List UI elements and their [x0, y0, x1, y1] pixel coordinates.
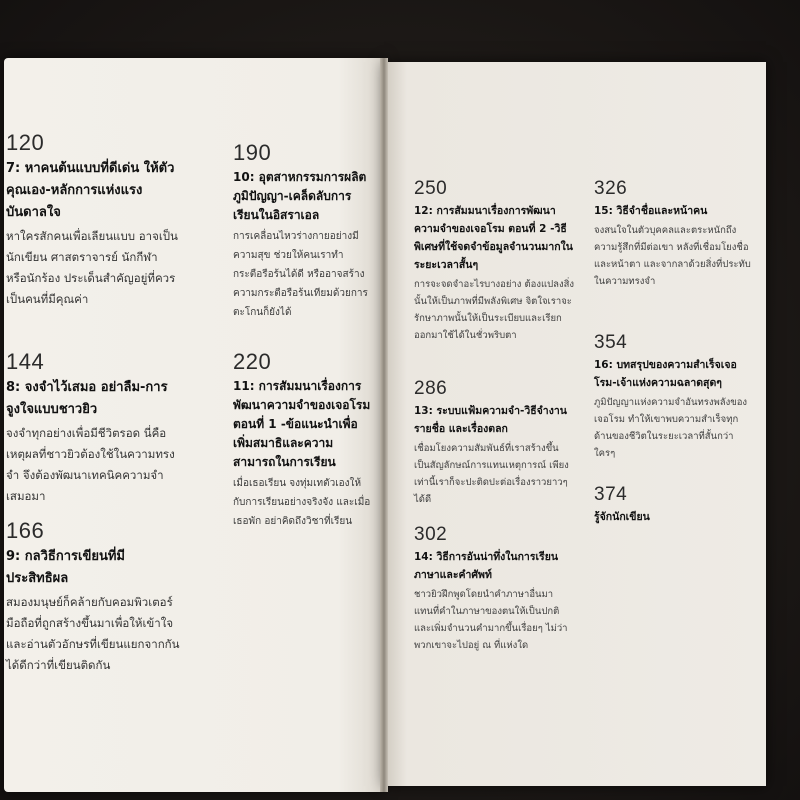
- toc-entry-374: [594, 484, 754, 526]
- toc-entry-190: [233, 140, 373, 322]
- chapter-summary: เชื่อมโยงความสัมพันธ์ที่เราสร้างขึ้นเป็นสัญลักษณ์การแทนเหตุการณ์ เพียงเท่านี้เราก็จะปะติดปะต่อเรื่องราวยาวๆได้ดี: [414, 443, 569, 505]
- toc-entry-286: [414, 378, 574, 508]
- chapter-summary: เมื่อเธอเรียน จงทุ่มเทตัวเองให้กับการเรียนอย่างจริงจัง และเมื่อเธอพัก อย่าคิดถึงวิชาที่เรียน: [233, 478, 371, 527]
- toc-entry-302: [414, 524, 574, 654]
- chapter-title: 14: วิธีการอันน่าทึ่งในการเรียนภาษาและคำศัพท์: [414, 551, 559, 581]
- page-number: 374: [594, 484, 628, 505]
- chapter-title: 16: บทสรุปของความสำเร็จเจอโรม-เจ้าแห่งความฉลาดสุดๆ: [594, 359, 737, 389]
- page-number: 144: [6, 349, 45, 374]
- chapter-summary: จงจำทุกอย่างเพื่อมีชีวิตรอด นี่คือเหตุผลที่ชาวยิวต้องใช้ในความทรงจำ จึงต้องพัฒนาเทคนิคความจำเสมอมา: [6, 426, 175, 503]
- chapter-title: 13: ระบบแฟ้มความจำ-วิธีจำงาน รายชื่อ และเรื่องตลก: [414, 405, 567, 435]
- chapter-summary: สมองมนุษย์ก็คล้ายกับคอมพิวเตอร์มือถือที่ถูกสร้างขึ้นมาเพื่อให้เข้าใจและอ่านตัวอักษรที่เขียนแยกจากกันได้ดีกว่าที่เขียนติดกัน: [6, 595, 180, 672]
- toc-entry-250: [414, 178, 574, 344]
- page-number: 220: [233, 349, 272, 374]
- chapter-title: 12: การสัมมนาเรื่องการพัฒนาความจำของเจอโรม ตอนที่ 2 -วิธีพิเศษที่ใช้จดจำข้อมูลจำนวนมากในระยะเวลาสั้นๆ: [414, 205, 573, 271]
- page-number: 190: [233, 140, 272, 165]
- toc-entry-326: [594, 178, 754, 290]
- chapter-summary: หาใครสักคนเพื่อเลียนแบบ อาจเป็นนักเขียน ศาสตราจารย์ นักกีฬา หรือนักร้อง ประเด็นสำคัญอยู่ที่ควรเป็นคนที่มีคุณค่า: [6, 229, 178, 306]
- chapter-summary: ภูมิปัญญาแห่งความจำอันทรงพลังของเจอโรม ทำให้เขาพบความสำเร็จทุกด้านของชีวิตในระยะเวลาที่สั้นกว่าใครๆ: [594, 397, 748, 459]
- toc-entry-120: [6, 130, 181, 310]
- toc-entry-220: [233, 349, 373, 531]
- page-number: 354: [594, 332, 628, 353]
- chapter-summary: ชาวยิวฝึกพูดโดยนำคำภาษาอื่นมาแทนที่คำในภาษาของตนให้เป็นปกติ และเพิ่มจำนวนคำมากขึ้นเรื่อยๆ ไม่ว่าพวกเขาจะไปอยู่ ณ ที่แห่งใด: [414, 589, 568, 651]
- toc-entry-144: [6, 349, 181, 507]
- toc-entry-166: [6, 518, 184, 676]
- page-number: 286: [414, 378, 448, 399]
- book-spine: [380, 58, 388, 792]
- chapter-title: 11: การสัมมนาเรื่องการพัฒนาความจำของเจอโรม ตอนที่ 1 -ข้อแนะนำเพื่อเพิ่มสมาธิและความสามารถในการเรียน: [233, 379, 371, 469]
- chapter-title: 9: กลวิธีการเขียนที่มีประสิทธิผล: [6, 549, 125, 586]
- toc-entry-354: [594, 332, 754, 462]
- chapter-title: 15: วิธีจำชื่อและหน้าคน: [594, 205, 708, 217]
- chapter-summary: การจะจดจำอะไรบางอย่าง ต้องแปลงสิ่งนั้นให้เป็นภาพที่มีพลังพิเศษ จิตใจเราจะรักษาภาพนั้นให้เป็นระเบียบและเรียกออกมาใช้ได้ในชั่วพริบตา: [414, 279, 575, 341]
- chapter-summary: การเคลื่อนไหวร่างกายอย่างมีความสุข ช่วยให้คนเราทำกระตือรือร้นได้ดี หรืออาจสร้างความกระตือรือร้นเทียมด้วยการตะโกนก็ยังได้: [233, 231, 368, 318]
- page-number: 120: [6, 130, 45, 155]
- page-number: 166: [6, 518, 45, 543]
- chapter-title: 10: อุตสาหกรรมการผลิตภูมิปัญญา-เคล็ดลับการเรียนในอิสราเอล: [233, 170, 367, 222]
- chapter-summary: จงสนใจในตัวบุคคลและตระหนักถึงความรู้สึกที่มีต่อเขา หลังที่เชื่อมโยงชื่อและหน้าตา และจากลาด้วยสิ่งที่ประทับในความทรงจำ: [594, 225, 751, 287]
- page-number: 250: [414, 178, 448, 199]
- chapter-title: รู้จักนักเขียน: [594, 511, 650, 523]
- page-number: 302: [414, 524, 448, 545]
- chapter-title: 8: จงจำไว้เสมอ อย่าลืม-การจูงใจแบบชาวยิว: [6, 380, 168, 417]
- chapter-title: 7: หาคนต้นแบบที่ดีเด่น ให้ตัวคุณเอง-หลักการแห่งแรงบันดาลใจ: [6, 161, 175, 220]
- page-number: 326: [594, 178, 628, 199]
